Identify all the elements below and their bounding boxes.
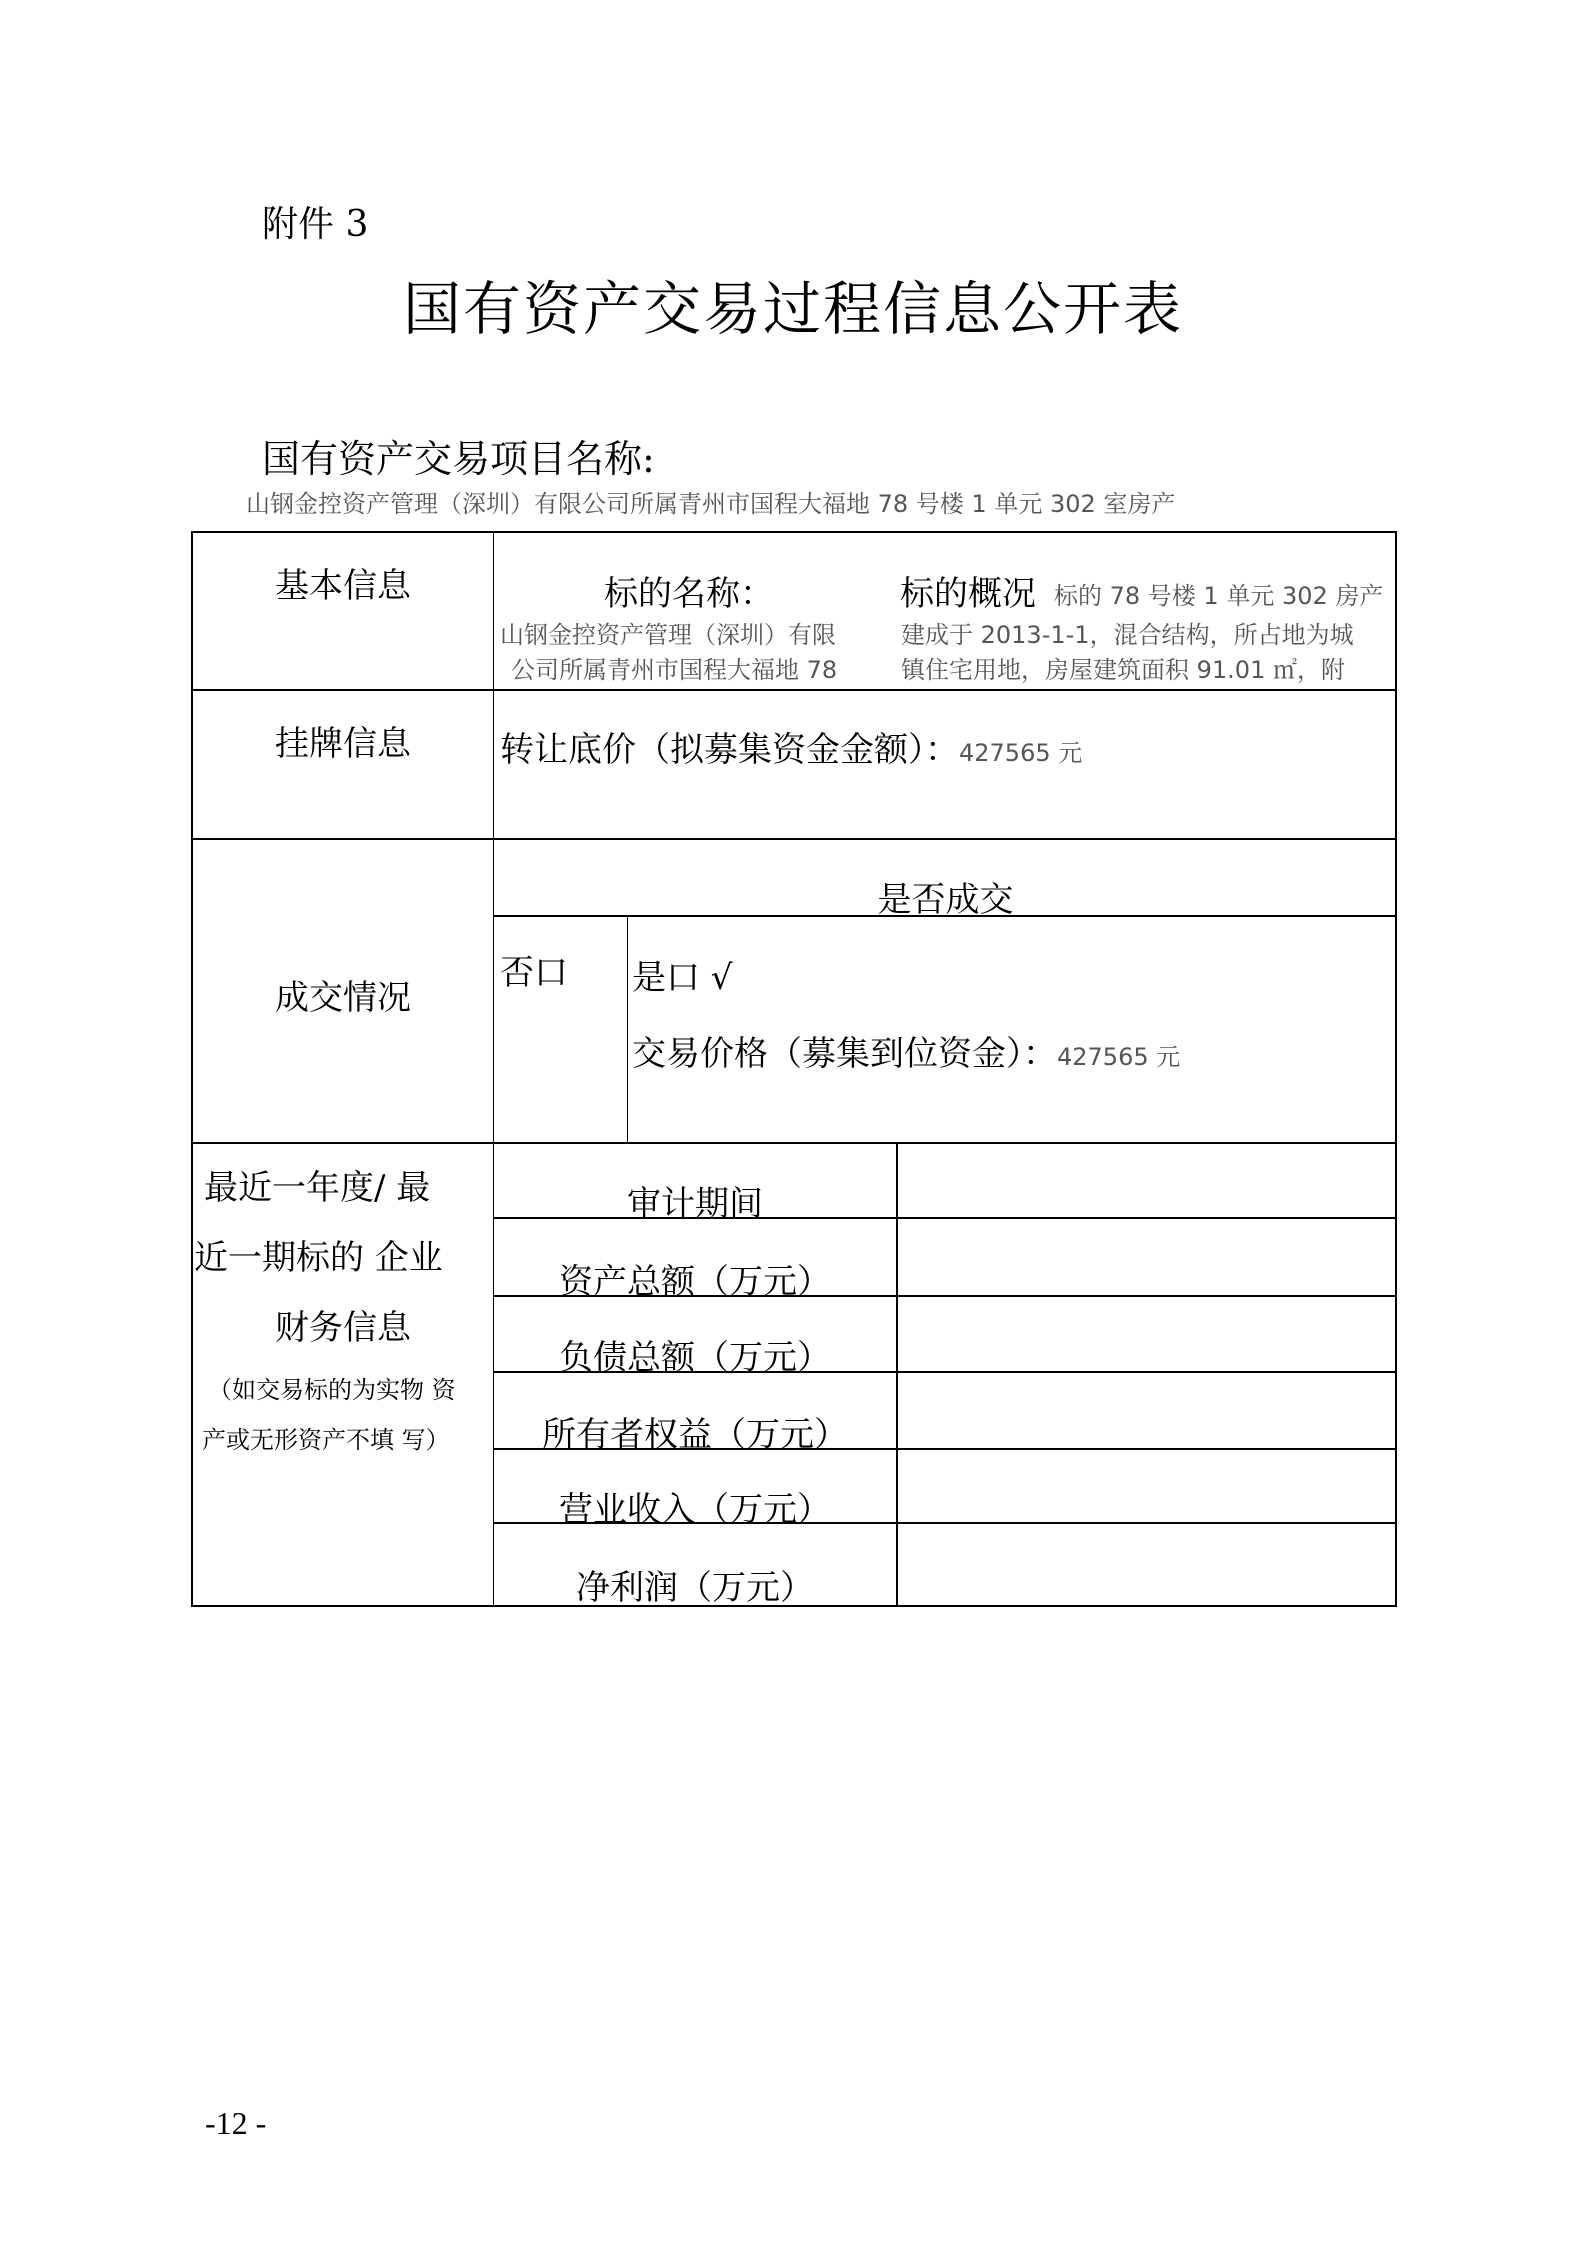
fin-row-label: 净利润（万元） <box>576 1568 814 1608</box>
col-divider-deal <box>627 916 628 1144</box>
subject-name-label: 标的名称： <box>604 574 774 614</box>
deal-no-option[interactable]: 否口 <box>500 953 568 993</box>
table-border-left <box>191 531 193 1607</box>
row-divider <box>191 689 1397 691</box>
listing-info-label: 挂牌信息 <box>275 724 411 764</box>
basic-info-label: 基本信息 <box>275 566 411 606</box>
fin-row-label: 资产总额（万元） <box>559 1262 831 1302</box>
overview-line3: 镇住宅用地，房屋建筑面积 91.01 ㎡，附 <box>901 656 1345 684</box>
deal-price-value: 427565 元 <box>1057 1043 1181 1071</box>
reserve-price-value: 427565 元 <box>959 739 1083 767</box>
financial-label-line2: 近一期标的 企业 <box>194 1238 443 1278</box>
deal-status-label: 成交情况 <box>275 978 411 1018</box>
attachment-label: 附件 3 <box>262 204 369 245</box>
table-border-right <box>1395 531 1397 1607</box>
financial-note-line1: （如交易标的为实物 资 <box>208 1376 456 1404</box>
fin-row-label: 负债总额（万元） <box>559 1338 831 1378</box>
reserve-price-row <box>500 722 1082 771</box>
fin-row-label: 营业收入（万元） <box>559 1490 831 1530</box>
fin-row-label: 审计期间 <box>627 1184 763 1224</box>
row-divider <box>191 838 1397 840</box>
deal-status-header: 是否成交 <box>877 880 1014 920</box>
project-name-label: 国有资产交易项目名称: <box>262 437 655 481</box>
table-border-top <box>191 531 1397 533</box>
financial-label-line1: 最近一年度/ 最 <box>204 1168 431 1208</box>
project-name-value: 山钢金控资产管理（深圳）有限公司所属青州市国程大福地 78 号楼 1 单元 302 室房产 <box>246 490 1176 518</box>
row-divider <box>191 1142 1397 1144</box>
reserve-price-label: 转让底价（拟募集资金金额）： <box>500 730 959 770</box>
overview-line2: 建成于 2013-1-1，混合结构，所占地为城 <box>901 621 1354 649</box>
page-title: 国有资产交易过程信息公开表 <box>402 275 1183 343</box>
overview-line1: 标的 78 号楼 1 单元 302 房产 <box>1054 582 1384 610</box>
deal-price-label: 交易价格（募集到位资金）： <box>632 1034 1057 1074</box>
page-number: -12 - <box>205 2105 267 2141</box>
financial-note-line2: 产或无形资产不填 写） <box>202 1426 450 1454</box>
subject-name-line1: 山钢金控资产管理（深圳）有限 <box>500 621 836 649</box>
subject-name-line2: 公司所属青州市国程大福地 78 <box>511 656 838 684</box>
fin-row-label: 所有者权益（万元） <box>542 1415 848 1455</box>
deal-price-row <box>632 1026 1180 1075</box>
overview-label: 标的概况 <box>900 574 1036 614</box>
financial-label-line3: 财务信息 <box>275 1308 411 1348</box>
deal-yes-option[interactable]: 是口 √ <box>632 958 733 998</box>
col-divider-fin <box>896 1142 898 1606</box>
